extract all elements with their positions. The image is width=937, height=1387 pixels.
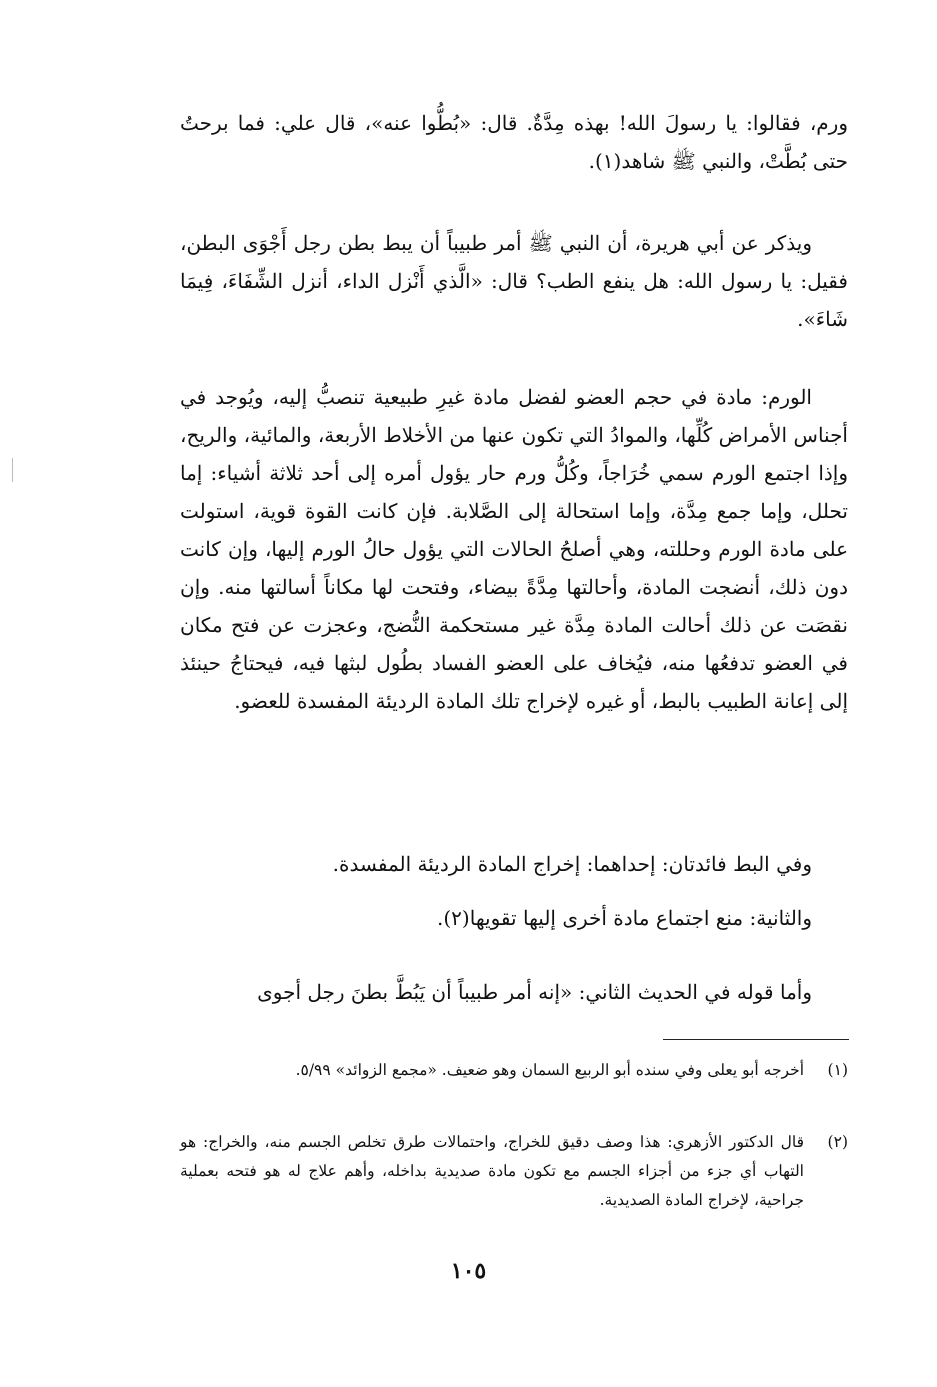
body-paragraph: ويذكر عن أبي هريرة، أن النبي ﷺ أمر طبيباً أن يبط بطن رجل أَجْوَى البطن، فقيل: يا رسول الله: هل ينفع الطب؟ قال: «الَّذي أَنْزل الداء، أنزل الشِّفَاءَ، فِيمَا شَاءَ». bbox=[180, 231, 848, 331]
footnote-text: أخرجه أبو يعلى وفي سنده أبو الربيع السمان وهو ضعيف. «مجمع الزوائد» ٥/٩٩. bbox=[295, 1061, 804, 1079]
footnote-text: قال الدكتور الأزهري: هذا وصف دقيق للخراج، واحتمالات طرق تخلص الجسم منه، والخراج: هو التهاب أي جزء من أجزاء الجسم مع تكون مادة صديدية بداخله، وأهم علاج له هو فتحه بعملية جراحية، لإخراج المادة الصديدية. bbox=[180, 1133, 804, 1209]
footnote-number: (٢) bbox=[827, 1133, 848, 1151]
body-paragraph: والثانية: منع اجتماع مادة أخرى إليها تقويها(٢). bbox=[437, 906, 812, 930]
body-paragraph: ورم، فقالوا: يا رسولَ الله! بهذه مِدَّةٌ. قال: «بُطُّوا عنه»، قال علي: فما برحتُ حتى بُطَّتْ، والنبي ﷺ شاهد(١). bbox=[180, 111, 848, 173]
footnote-separator bbox=[663, 1039, 849, 1040]
page-number: ١٠٥ bbox=[450, 1258, 487, 1284]
footnote bbox=[180, 1128, 848, 1215]
body-paragraph: وفي البط فائدتان: إحداهما: إخراج المادة الرديئة المفسدة. bbox=[332, 852, 812, 876]
body-paragraph: وأما قوله في الحديث الثاني: «إنه أمر طبيباً أن يَبُطَّ بطنَ رجل أجوى bbox=[257, 980, 812, 1004]
footnote bbox=[180, 1056, 848, 1085]
footnote-number: (١) bbox=[827, 1061, 848, 1079]
body-paragraph: الورم: مادة في حجم العضو لفضل مادة غيرِ طبيعية تنصبُّ إليه، ويُوجد في أجناس الأمراض كُلِّها، والموادُ التي تكون عنها من الأخلاط الأربعة، والمائية، والريح، وإذا اجتمع الورم سمي خُرَاجاً، وكُلُّ ورم حار يؤول أمره إلى أحد ثلاثة أشياء: إما تحلل، وإما جمع مِدَّة، وإما استحالة إلى الصَّلابة. فإن كانت القوة قوية، استولت على مادة الورم وحللته، وهي أصلحُ الحالات التي يؤول حالُ الورم إليها، وإن كانت دون ذلك، أنضجت المادة، وأحالتها مِدَّةً بيضاء، وفتحت لها مكاناً أسالتها منه. وإن نقصَت عن ذلك أحالت المادة مِدَّة غير مستحكمة النُّضج، وعجزت عن فتح مكان في العضو تدفعُها منه، فيُخاف على العضو الفساد بطُول لبثها فيه، فيحتاجُ حينئذ إلى إعانة الطبيب بالبط، أو غيره لإخراج تلك المادة الرديئة المفسدة للعضو. bbox=[180, 385, 848, 713]
margin-mark bbox=[12, 458, 13, 482]
